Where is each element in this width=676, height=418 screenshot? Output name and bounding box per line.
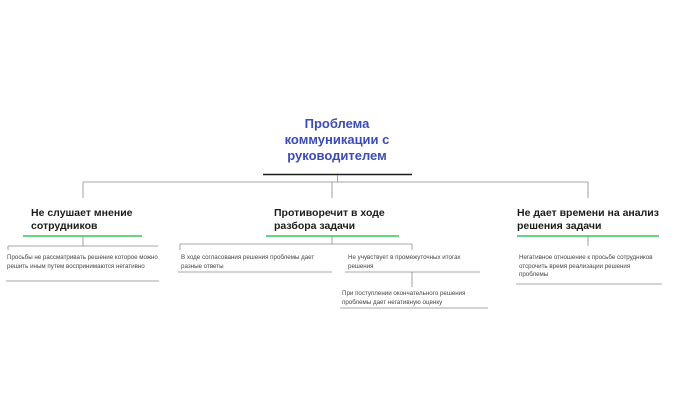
branch-topic-1[interactable]: Не слушает мнение сотрудников — [31, 207, 133, 232]
subtopic-2-1[interactable]: В ходе согласования решения проблемы дает разные ответы — [181, 254, 315, 270]
branch-topic-3[interactable]: Не дает времени на анализ решения задачи — [517, 207, 659, 232]
subtopic-2-2[interactable]: Не учувствует в промежуточных итогах решения — [348, 254, 461, 270]
subtopic-1-1[interactable]: Просьбы не рассматривать решение которое можно решить иным путем воспринимаются негативно — [7, 254, 158, 270]
subtopic-2-3[interactable]: При поступлении окончательного решения проблемы дает негативную оценку — [342, 290, 466, 306]
subtopic-3-1[interactable]: Негативное отношение к просьбе сотрудников отсрочить время реализации решения проблемы — [519, 254, 653, 278]
root-topic[interactable]: Проблема коммуникации с руководителем — [284, 116, 390, 163]
branch-topic-2[interactable]: Противоречит в ходе разбора задачи — [274, 207, 385, 232]
